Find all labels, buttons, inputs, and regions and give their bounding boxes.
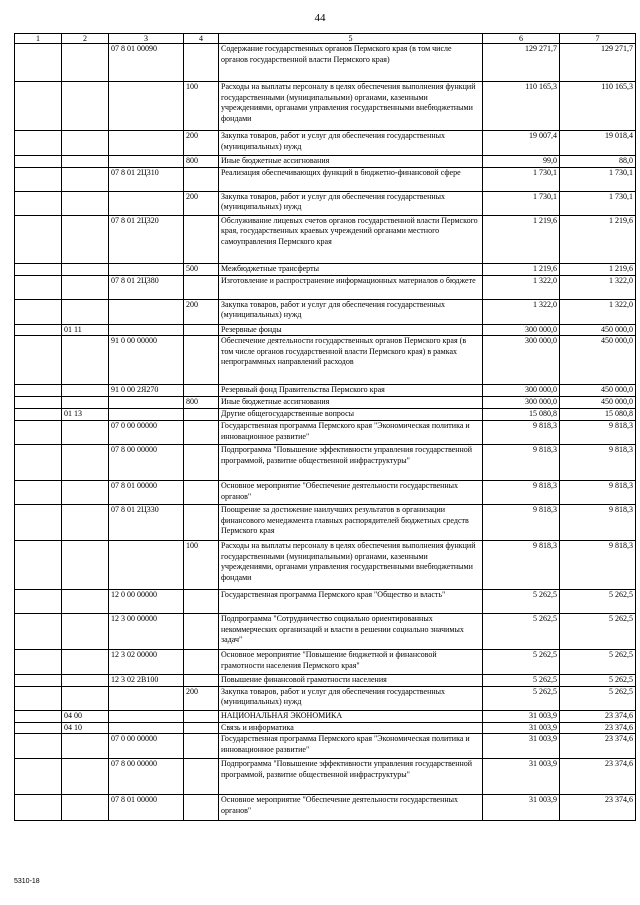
description-cell: Расходы на выплаты персоналу в целях обеспечения выполнения функций государственными (муниципальными) органами, казенными учреждениями, органами управления государственными внебюджетными фондами: [219, 541, 483, 590]
amount-2020-cell: 1 730,1: [560, 167, 636, 191]
col-1-cell: [15, 541, 62, 590]
table-row: [15, 421, 636, 445]
section-code-cell: [62, 397, 109, 409]
section-code-cell: [62, 385, 109, 397]
description-cell: Государственная программа Пермского края "Экономическая политика и инновационное развитие": [219, 734, 483, 759]
col-1-cell: [15, 445, 62, 481]
table-row: [15, 409, 636, 421]
target-article-cell: [109, 156, 184, 168]
target-article-cell: 12 3 00 00000: [109, 614, 184, 650]
table-row: [15, 481, 636, 505]
amount-2020-cell: 15 080,8: [560, 409, 636, 421]
section-code-cell: [62, 795, 109, 821]
target-article-cell: 07 8 01 2Ц310: [109, 167, 184, 191]
amount-2020-cell: 23 374,6: [560, 710, 636, 722]
col-1-cell: [15, 722, 62, 734]
table-row: [15, 505, 636, 541]
description-cell: Основное мероприятие "Обеспечение деятельности государственных органов": [219, 481, 483, 505]
expense-type-cell: [184, 650, 219, 675]
expense-type-cell: 200: [184, 131, 219, 156]
expense-type-cell: 800: [184, 156, 219, 168]
amount-2020-cell: 1 322,0: [560, 275, 636, 299]
expense-type-cell: [184, 324, 219, 336]
amount-2019-cell: 31 003,9: [483, 722, 560, 734]
target-article-cell: [109, 299, 184, 324]
section-code-cell: 04 00: [62, 710, 109, 722]
amount-2019-cell: 300 000,0: [483, 397, 560, 409]
amount-2020-cell: 9 818,3: [560, 421, 636, 445]
description-cell: Обслуживание лицевых счетов органов государственной власти Пермского края, государственных краевых учреждений органами местного самоуправления Пермского края: [219, 215, 483, 263]
amount-2019-cell: 31 003,9: [483, 759, 560, 795]
column-header: 2: [62, 34, 109, 44]
amount-2020-cell: 450 000,0: [560, 336, 636, 385]
amount-2020-cell: 9 818,3: [560, 445, 636, 481]
amount-2019-cell: 31 003,9: [483, 710, 560, 722]
table-row: [15, 734, 636, 759]
amount-2019-cell: 9 818,3: [483, 505, 560, 541]
expense-type-cell: 500: [184, 263, 219, 275]
table-row: [15, 795, 636, 821]
target-article-cell: [109, 686, 184, 710]
expense-type-cell: [184, 409, 219, 421]
target-article-cell: [109, 409, 184, 421]
amount-2019-cell: 99,0: [483, 156, 560, 168]
amount-2020-cell: 1 730,1: [560, 191, 636, 215]
section-code-cell: [62, 734, 109, 759]
table-body: [15, 44, 636, 821]
amount-2020-cell: 5 262,5: [560, 650, 636, 675]
amount-2020-cell: 9 818,3: [560, 505, 636, 541]
target-article-cell: 12 3 02 2В100: [109, 675, 184, 687]
section-code-cell: [62, 167, 109, 191]
col-1-cell: [15, 156, 62, 168]
amount-2020-cell: 9 818,3: [560, 481, 636, 505]
table-row: [15, 686, 636, 710]
amount-2020-cell: 110 165,3: [560, 82, 636, 131]
section-code-cell: [62, 650, 109, 675]
expense-type-cell: [184, 614, 219, 650]
expense-type-cell: 200: [184, 299, 219, 324]
col-1-cell: [15, 710, 62, 722]
col-1-cell: [15, 614, 62, 650]
target-article-cell: 07 8 01 00000: [109, 795, 184, 821]
col-1-cell: [15, 795, 62, 821]
description-cell: Подпрограмма "Сотрудничество социально ориентированных некоммерческих организаций и власти в решении социально значимых задач": [219, 614, 483, 650]
amount-2019-cell: 5 262,5: [483, 675, 560, 687]
target-article-cell: [109, 397, 184, 409]
description-cell: Межбюджетные трансферты: [219, 263, 483, 275]
expense-type-cell: [184, 505, 219, 541]
budget-table: [14, 33, 636, 821]
col-1-cell: [15, 481, 62, 505]
amount-2019-cell: 9 818,3: [483, 541, 560, 590]
col-1-cell: [15, 336, 62, 385]
target-article-cell: 07 8 01 00090: [109, 44, 184, 82]
section-code-cell: [62, 131, 109, 156]
amount-2019-cell: 1 322,0: [483, 275, 560, 299]
section-code-cell: [62, 686, 109, 710]
target-article-cell: 07 8 00 00000: [109, 759, 184, 795]
description-cell: Иные бюджетные ассигнования: [219, 397, 483, 409]
description-cell: Повышение финансовой грамотности населения: [219, 675, 483, 687]
section-code-cell: [62, 614, 109, 650]
table-row: [15, 397, 636, 409]
expense-type-cell: [184, 722, 219, 734]
description-cell: Закупка товаров, работ и услуг для обеспечения государственных (муниципальных) нужд: [219, 686, 483, 710]
expense-type-cell: 100: [184, 82, 219, 131]
footer-code: 5310-18: [14, 878, 40, 885]
description-cell: Основное мероприятие "Обеспечение деятельности государственных органов": [219, 795, 483, 821]
description-cell: Закупка товаров, работ и услуг для обеспечения государственных (муниципальных) нужд: [219, 299, 483, 324]
expense-type-cell: [184, 481, 219, 505]
description-cell: НАЦИОНАЛЬНАЯ ЭКОНОМИКА: [219, 710, 483, 722]
section-code-cell: [62, 421, 109, 445]
description-cell: Иные бюджетные ассигнования: [219, 156, 483, 168]
description-cell: Содержание государственных органов Пермского края (в том числе органов государственной власти Пермского края): [219, 44, 483, 82]
description-cell: Другие общегосударственные вопросы: [219, 409, 483, 421]
expense-type-cell: [184, 385, 219, 397]
expense-type-cell: [184, 167, 219, 191]
expense-type-cell: 200: [184, 686, 219, 710]
description-cell: Государственная программа Пермского края "Общество и власть": [219, 590, 483, 614]
target-article-cell: [109, 191, 184, 215]
amount-2020-cell: 23 374,6: [560, 734, 636, 759]
section-code-cell: [62, 275, 109, 299]
col-1-cell: [15, 590, 62, 614]
amount-2020-cell: 450 000,0: [560, 385, 636, 397]
target-article-cell: 91 0 00 00000: [109, 336, 184, 385]
col-1-cell: [15, 650, 62, 675]
target-article-cell: 07 0 00 00000: [109, 421, 184, 445]
amount-2019-cell: 9 818,3: [483, 445, 560, 481]
table-row: [15, 675, 636, 687]
table-row: [15, 191, 636, 215]
amount-2019-cell: 1 219,6: [483, 215, 560, 263]
target-article-cell: [109, 324, 184, 336]
column-header: 6: [483, 34, 560, 44]
expense-type-cell: 100: [184, 541, 219, 590]
amount-2019-cell: 1 730,1: [483, 191, 560, 215]
table-row: [15, 650, 636, 675]
header-row: [15, 34, 636, 44]
target-article-cell: [109, 710, 184, 722]
description-cell: Подпрограмма "Повышение эффективности управления государственной программой, развитие общественной инфраструктуры": [219, 759, 483, 795]
target-article-cell: [109, 541, 184, 590]
expense-type-cell: [184, 44, 219, 82]
amount-2019-cell: 9 818,3: [483, 481, 560, 505]
amount-2020-cell: 5 262,5: [560, 614, 636, 650]
table-row: [15, 614, 636, 650]
col-1-cell: [15, 675, 62, 687]
target-article-cell: 12 3 02 00000: [109, 650, 184, 675]
amount-2020-cell: 450 000,0: [560, 397, 636, 409]
description-cell: Закупка товаров, работ и услуг для обеспечения государственных (муниципальных) нужд: [219, 131, 483, 156]
amount-2019-cell: 1 730,1: [483, 167, 560, 191]
amount-2019-cell: 5 262,5: [483, 650, 560, 675]
table-row: [15, 541, 636, 590]
col-1-cell: [15, 385, 62, 397]
amount-2020-cell: 19 018,4: [560, 131, 636, 156]
section-code-cell: [62, 541, 109, 590]
target-article-cell: 07 8 01 2Ц320: [109, 215, 184, 263]
expense-type-cell: [184, 275, 219, 299]
col-1-cell: [15, 215, 62, 263]
amount-2020-cell: 5 262,5: [560, 675, 636, 687]
table-row: [15, 710, 636, 722]
table-row: [15, 299, 636, 324]
section-code-cell: [62, 156, 109, 168]
amount-2020-cell: 1 219,6: [560, 263, 636, 275]
col-1-cell: [15, 759, 62, 795]
col-1-cell: [15, 82, 62, 131]
col-1-cell: [15, 734, 62, 759]
amount-2020-cell: 129 271,7: [560, 44, 636, 82]
section-code-cell: [62, 505, 109, 541]
amount-2020-cell: 1 219,6: [560, 215, 636, 263]
description-cell: Основное мероприятие "Повышение бюджетной и финансовой грамотности населения Пермского края": [219, 650, 483, 675]
table-row: [15, 275, 636, 299]
amount-2019-cell: 300 000,0: [483, 385, 560, 397]
expense-type-cell: [184, 675, 219, 687]
expense-type-cell: [184, 710, 219, 722]
table-row: [15, 215, 636, 263]
expense-type-cell: [184, 795, 219, 821]
col-1-cell: [15, 505, 62, 541]
amount-2019-cell: 5 262,5: [483, 590, 560, 614]
col-1-cell: [15, 299, 62, 324]
col-1-cell: [15, 44, 62, 82]
section-code-cell: [62, 215, 109, 263]
amount-2020-cell: 1 322,0: [560, 299, 636, 324]
target-article-cell: [109, 263, 184, 275]
section-code-cell: 01 11: [62, 324, 109, 336]
section-code-cell: [62, 336, 109, 385]
target-article-cell: [109, 131, 184, 156]
target-article-cell: 07 0 00 00000: [109, 734, 184, 759]
expense-type-cell: [184, 421, 219, 445]
expense-type-cell: [184, 445, 219, 481]
amount-2019-cell: 19 007,4: [483, 131, 560, 156]
description-cell: Расходы на выплаты персоналу в целях обеспечения выполнения функций государственными (муниципальными) органами, казенными учреждениями, органами управления государственными внебюджетными фондами: [219, 82, 483, 131]
target-article-cell: [109, 82, 184, 131]
section-code-cell: 01 13: [62, 409, 109, 421]
section-code-cell: 04 10: [62, 722, 109, 734]
column-header: 7: [560, 34, 636, 44]
col-1-cell: [15, 275, 62, 299]
amount-2019-cell: 1 322,0: [483, 299, 560, 324]
target-article-cell: 07 8 01 2Ц380: [109, 275, 184, 299]
section-code-cell: [62, 481, 109, 505]
expense-type-cell: [184, 734, 219, 759]
section-code-cell: [62, 590, 109, 614]
column-header: 5: [219, 34, 483, 44]
target-article-cell: 07 8 01 00000: [109, 481, 184, 505]
section-code-cell: [62, 191, 109, 215]
amount-2020-cell: 23 374,6: [560, 759, 636, 795]
col-1-cell: [15, 191, 62, 215]
table-row: [15, 759, 636, 795]
expense-type-cell: [184, 590, 219, 614]
amount-2019-cell: 110 165,3: [483, 82, 560, 131]
table-row: [15, 131, 636, 156]
target-article-cell: [109, 722, 184, 734]
amount-2020-cell: 23 374,6: [560, 722, 636, 734]
col-1-cell: [15, 263, 62, 275]
description-cell: Подпрограмма "Повышение эффективности управления государственной программой, развитие общественной инфраструктуры": [219, 445, 483, 481]
amount-2019-cell: 31 003,9: [483, 795, 560, 821]
amount-2020-cell: 5 262,5: [560, 590, 636, 614]
section-code-cell: [62, 263, 109, 275]
target-article-cell: 07 8 00 00000: [109, 445, 184, 481]
col-1-cell: [15, 686, 62, 710]
col-1-cell: [15, 409, 62, 421]
description-cell: Закупка товаров, работ и услуг для обеспечения государственных (муниципальных) нужд: [219, 191, 483, 215]
amount-2020-cell: 23 374,6: [560, 795, 636, 821]
amount-2020-cell: 88,0: [560, 156, 636, 168]
amount-2020-cell: 450 000,0: [560, 324, 636, 336]
amount-2020-cell: 5 262,5: [560, 686, 636, 710]
description-cell: Государственная программа Пермского края "Экономическая политика и инновационное развитие": [219, 421, 483, 445]
description-cell: Реализация обеспечивающих функций в бюджетно-финансовой сфере: [219, 167, 483, 191]
target-article-cell: 12 0 00 00000: [109, 590, 184, 614]
table-row: [15, 722, 636, 734]
target-article-cell: 07 8 01 2Ц330: [109, 505, 184, 541]
amount-2019-cell: 15 080,8: [483, 409, 560, 421]
table-row: [15, 156, 636, 168]
description-cell: Резервный фонд Правительства Пермского края: [219, 385, 483, 397]
column-header: 1: [15, 34, 62, 44]
col-1-cell: [15, 324, 62, 336]
expense-type-cell: [184, 336, 219, 385]
description-cell: Обеспечение деятельности государственных органов Пермского края (в том числе органов государственной власти Пермского края) в рамках непрограммных направлений расходов: [219, 336, 483, 385]
table-row: [15, 590, 636, 614]
amount-2019-cell: 129 271,7: [483, 44, 560, 82]
section-code-cell: [62, 44, 109, 82]
expense-type-cell: 800: [184, 397, 219, 409]
description-cell: Связь и информатика: [219, 722, 483, 734]
description-cell: Изготовление и распространение информационных материалов о бюджете: [219, 275, 483, 299]
description-cell: Резервные фонды: [219, 324, 483, 336]
table-row: [15, 82, 636, 131]
expense-type-cell: [184, 215, 219, 263]
section-code-cell: [62, 675, 109, 687]
amount-2019-cell: 300 000,0: [483, 336, 560, 385]
amount-2019-cell: 5 262,5: [483, 614, 560, 650]
expense-type-cell: [184, 759, 219, 795]
expense-type-cell: 200: [184, 191, 219, 215]
column-header: 3: [109, 34, 184, 44]
table-row: [15, 445, 636, 481]
table-row: [15, 385, 636, 397]
amount-2019-cell: 5 262,5: [483, 686, 560, 710]
column-header: 4: [184, 34, 219, 44]
table-row: [15, 324, 636, 336]
page-number: 44: [314, 12, 326, 24]
table-row: [15, 263, 636, 275]
section-code-cell: [62, 82, 109, 131]
table-row: [15, 167, 636, 191]
col-1-cell: [15, 421, 62, 445]
section-code-cell: [62, 445, 109, 481]
col-1-cell: [15, 167, 62, 191]
amount-2020-cell: 9 818,3: [560, 541, 636, 590]
table-row: [15, 44, 636, 82]
amount-2019-cell: 9 818,3: [483, 421, 560, 445]
target-article-cell: 91 0 00 2Я270: [109, 385, 184, 397]
amount-2019-cell: 300 000,0: [483, 324, 560, 336]
section-code-cell: [62, 759, 109, 795]
col-1-cell: [15, 397, 62, 409]
col-1-cell: [15, 131, 62, 156]
table-row: [15, 336, 636, 385]
amount-2019-cell: 1 219,6: [483, 263, 560, 275]
section-code-cell: [62, 299, 109, 324]
description-cell: Поощрение за достижение наилучших результатов в организации финансового менеджмента главных распорядителей бюджетных средств Пермского края: [219, 505, 483, 541]
amount-2019-cell: 31 003,9: [483, 734, 560, 759]
